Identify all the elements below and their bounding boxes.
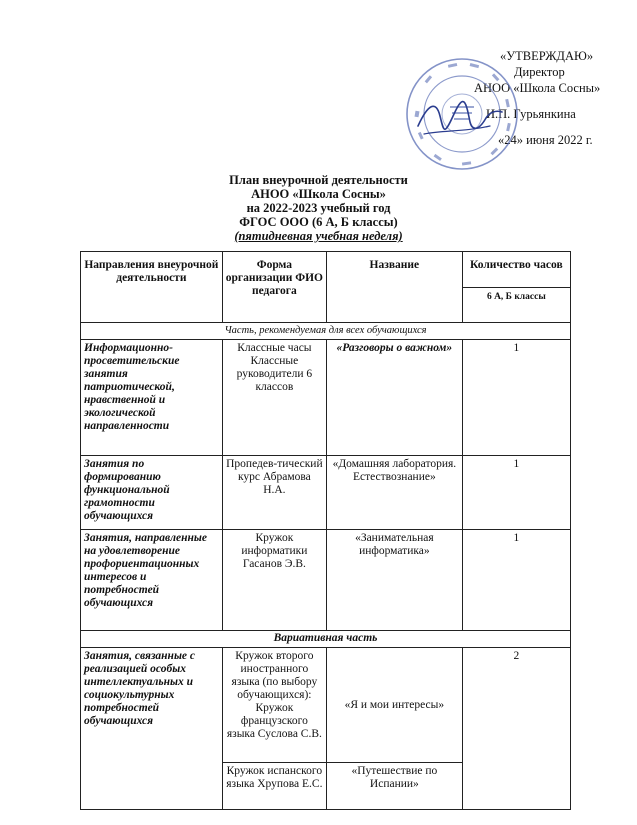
cell-hours: 2 xyxy=(462,648,570,810)
document-title xyxy=(0,173,637,243)
section-row xyxy=(81,631,571,648)
cell-form: Пропедев-тический курс Абрамова Н.А. xyxy=(222,456,326,530)
cell-hours: 1 xyxy=(462,530,570,631)
header-name: Название xyxy=(327,252,463,323)
table-row xyxy=(81,340,571,456)
cell-direction: Информационно-просветительские занятия патриотической, нравственной и экологической направленности xyxy=(81,340,223,456)
activity-table xyxy=(80,251,571,810)
cell-form: Кружок испанского языка Хрупова Е.С. xyxy=(222,763,326,810)
section-mandatory: Часть, рекомендуемая для всех обучающихся xyxy=(81,323,571,340)
approval-signatory: И.П. Гурьянкина xyxy=(486,107,576,121)
header-classes: 6 А, Б классы xyxy=(462,288,570,323)
cell-form: Кружок второго иностранного языка (по выбору обучающихся): Кружок французского языка Суслова С.В. xyxy=(222,648,326,763)
approval-heading: «УТВЕРЖДАЮ» xyxy=(500,49,594,63)
header-direction: Направления внеурочной деятельности xyxy=(81,252,223,323)
cell-form: Классные часы Классные руководители 6 классов xyxy=(222,340,326,456)
title-standard: ФГОС ООО (6 А, Б классы) xyxy=(239,215,398,229)
cell-direction: Занятия по формированию функциональной грамотности обучающихся xyxy=(81,456,223,530)
cell-name: «Путешествие по Испании» xyxy=(327,763,463,810)
section-row xyxy=(81,323,571,340)
title-organization: АНОО «Школа Сосны» xyxy=(251,187,386,201)
table-row xyxy=(81,530,571,631)
header-hours: Количество часов xyxy=(462,252,570,288)
cell-hours: 1 xyxy=(462,456,570,530)
table-row xyxy=(81,456,571,530)
table-row xyxy=(81,648,571,763)
approval-date: «24» июня 2022 г. xyxy=(498,133,593,147)
cell-form: Кружок информатики Гасанов Э.В. xyxy=(222,530,326,631)
title-year: на 2022-2023 учебный год xyxy=(246,201,391,215)
cell-hours: 1 xyxy=(462,340,570,456)
cell-name: «Разговоры о важном» xyxy=(327,340,463,456)
approval-position: Директор xyxy=(514,65,565,79)
title-week: (пятидневная учебная неделя) xyxy=(234,229,403,243)
table-header-row xyxy=(81,252,571,288)
cell-direction: Занятия, направленные на удовлетворение профориентационных интересов и потребностей обучающихся xyxy=(81,530,223,631)
approval-organization: АНОО «Школа Сосны» xyxy=(474,81,601,95)
cell-direction: Занятия, связанные с реализацией особых интеллектуальных и социокультурных потребностей обучающихся xyxy=(81,648,223,810)
cell-name: «Занимательная информатика» xyxy=(327,530,463,631)
cell-name: «Домашняя лаборатория. Естествознание» xyxy=(327,456,463,530)
section-optional: Вариативная часть xyxy=(81,631,571,648)
title-line: План внеурочной деятельности xyxy=(229,173,408,187)
signature xyxy=(414,96,504,142)
header-form: Форма организации ФИО педагога xyxy=(222,252,326,323)
cell-name: «Я и мои интересы» xyxy=(327,648,463,763)
